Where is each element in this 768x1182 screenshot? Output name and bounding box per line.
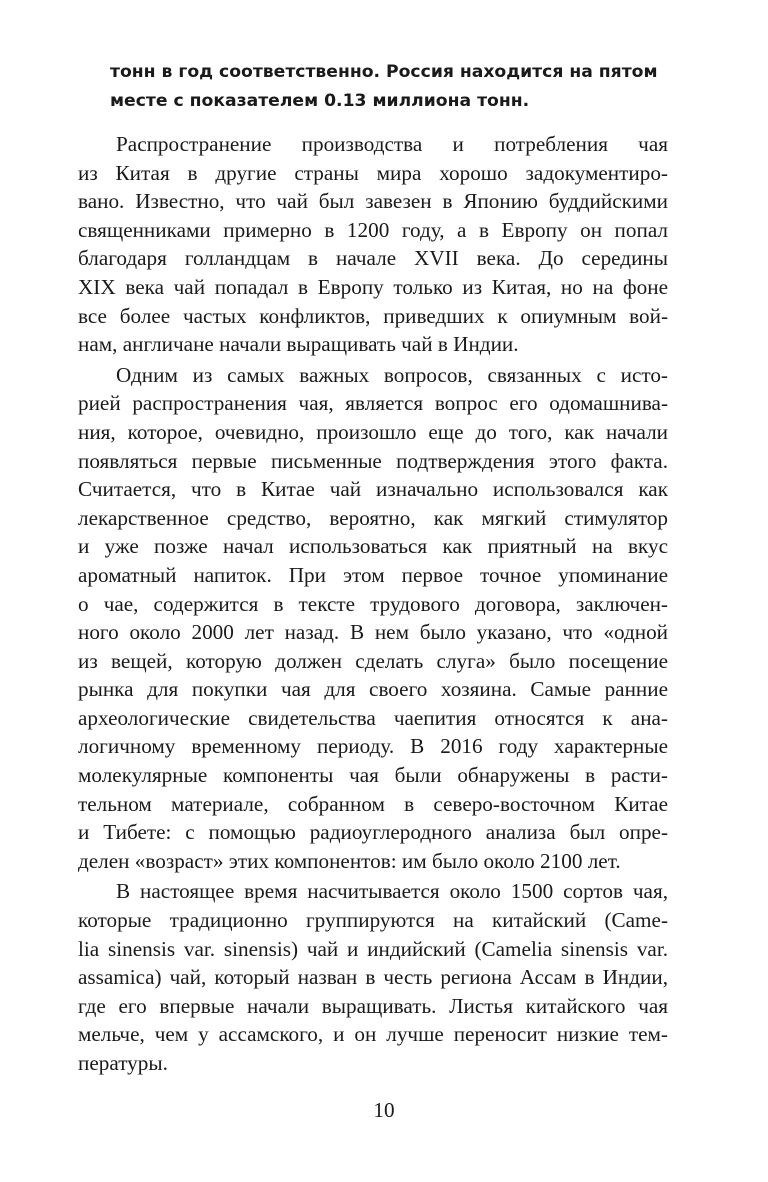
text-line: благодаря голландцам в начале XVII века. До середины <box>78 246 668 271</box>
text-line: где его впервые начали выращивать. Листья китайского чая <box>78 993 668 1018</box>
text-line: археологические свидетельства чаепития относятся к ана- <box>78 705 668 730</box>
text-line: Распространение производства и потребления чая <box>116 132 668 156</box>
text-line: XIX века чай попадал в Европу только из Китая, но на фоне <box>78 274 668 299</box>
text-line: логичному временному периоду. В 2016 году характерные <box>78 734 668 759</box>
callout-line: тонн в год соответственно. Россия находится на пятом <box>110 62 658 82</box>
text-line: и Тибете: с помощью радиоуглеродного анализа был опре- <box>78 820 668 845</box>
text-line: assamica) чай, который назван в честь региона Ассам в Индии, <box>78 965 668 990</box>
text-line: священниками примерно в 1200 году, а в Европу он попал <box>78 217 668 242</box>
text-line: из Китая в другие страны мира хорошо задокументиро- <box>78 160 668 185</box>
callout-line: месте с показателем 0.13 миллиона тонн. <box>110 91 530 111</box>
paragraph <box>78 361 668 876</box>
page-body <box>78 58 668 1080</box>
text-line: рией распространения чая, является вопрос его одомашнива- <box>78 391 668 416</box>
text-line: появляться первые письменные подтверждения этого факта. <box>78 448 668 473</box>
text-line: мельче, чем у ассамского, и он лучше переносит низкие тем- <box>78 1022 668 1047</box>
text-line: о чае, содержится в тексте трудового договора, заключен- <box>78 591 668 616</box>
text-line: пературы. <box>78 1051 168 1075</box>
callout-text <box>110 58 668 116</box>
page-number: 10 <box>373 1098 395 1122</box>
text-line: и уже позже начал использоваться как приятный на вкус <box>78 534 668 559</box>
text-line: Считается, что в Китае чай изначально использовался как <box>78 477 668 502</box>
text-line: которые традиционно группируются на китайский (Came- <box>78 908 668 933</box>
paragraph <box>78 877 668 1077</box>
text-line: ного около 2000 лет назад. В нем было указано, что «одной <box>78 620 668 645</box>
text-line: ния, которое, очевидно, произошло еще до того, как начали <box>78 419 668 444</box>
text-line: лекарственное средство, вероятно, как мягкий стимулятор <box>78 505 668 530</box>
text-line: Одним из самых важных вопросов, связанных с исто- <box>116 362 668 387</box>
text-line: рынка для покупки чая для своего хозяина. Самые ранние <box>78 677 668 702</box>
text-line: из вещей, которую должен сделать слуга» было посещение <box>78 648 668 673</box>
text-line: все более частых конфликтов, приведших к опиумным вой- <box>78 303 668 328</box>
text-line: молекулярные компоненты чая были обнаружены в расти- <box>78 763 668 788</box>
text-line: lia sinensis var. sinensis) чай и индийский (Camelia sinensis var. <box>78 936 668 961</box>
paragraph <box>78 130 668 359</box>
text-line: тельном материале, собранном в северо-восточном Китае <box>78 791 668 816</box>
text-line: нам, англичане начали выращивать чай в Индии. <box>78 332 519 357</box>
text-line: В настоящее время насчитывается около 1500 сортов чая, <box>116 879 668 904</box>
text-line: ароматный напиток. При этом первое точное упоминание <box>78 562 668 587</box>
text-line: вано. Известно, что чай был завезен в Японию буддийскими <box>78 189 668 214</box>
text-line: делен «возраст» этих компонентов: им было около 2100 лет. <box>78 848 621 873</box>
